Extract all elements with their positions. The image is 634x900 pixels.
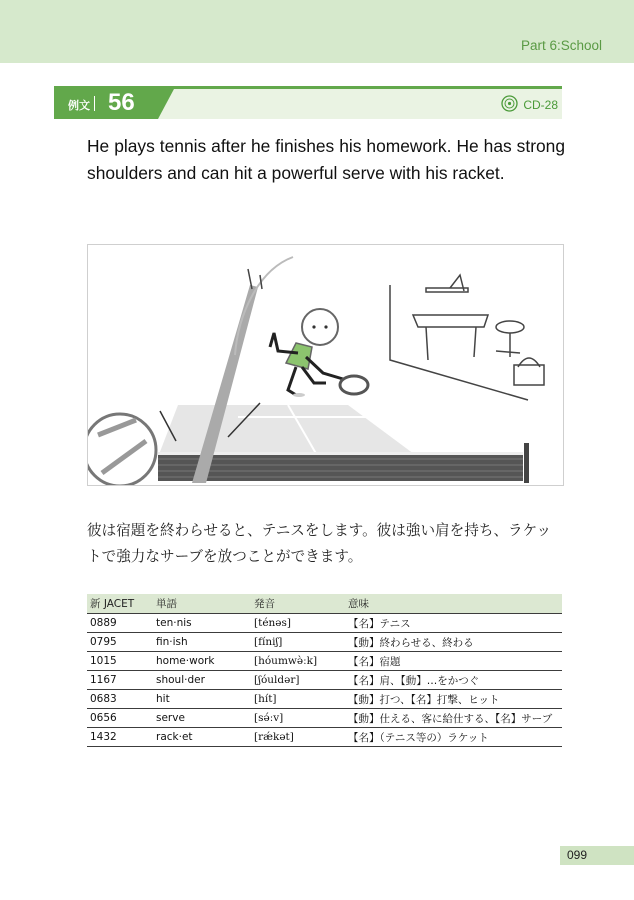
example-number: 56 <box>108 89 135 116</box>
table-row <box>87 671 562 690</box>
vocab-pron: [ʃóuldər] <box>251 671 345 690</box>
vocab-pron: [fíniʃ] <box>251 633 345 652</box>
vocab-word: home·work <box>153 652 251 671</box>
vocab-meaning: 【名】肩、【動】…をかつぐ <box>345 671 562 690</box>
vocab-header-row <box>87 594 562 614</box>
vocab-meaning: 【動】終わらせる、終わる <box>345 633 562 652</box>
table-row <box>87 690 562 709</box>
cd-icon <box>501 95 518 112</box>
table-row <box>87 614 562 633</box>
vocab-id: 0889 <box>87 614 153 633</box>
vocab-word: fin·ish <box>153 633 251 652</box>
vocab-pron: [rǽkət] <box>251 728 345 747</box>
vocab-pron: [hóumwə̀ːk] <box>251 652 345 671</box>
example-separator <box>94 96 95 111</box>
vocab-id: 0656 <box>87 709 153 728</box>
vocab-meaning: 【名】テニス <box>345 614 562 633</box>
header-word: 単語 <box>153 594 251 614</box>
table-row <box>87 728 562 747</box>
vocab-word: serve <box>153 709 251 728</box>
cd-track <box>523 94 558 113</box>
vocab-meaning: 【動】仕える、客に給仕する、【名】サーブ <box>345 709 562 728</box>
vocab-word: hit <box>153 690 251 709</box>
vocab-table <box>87 594 562 747</box>
vocab-meaning: 【名】宿題 <box>345 652 562 671</box>
cd-label: CD-28 <box>523 98 558 112</box>
header-pronunciation: 発音 <box>251 594 345 614</box>
part-title: Part 6:School <box>520 38 602 53</box>
vocab-id: 1015 <box>87 652 153 671</box>
vocab-word: ten·nis <box>153 614 251 633</box>
header-band <box>0 0 634 63</box>
vocab-pron: [ténəs] <box>251 614 345 633</box>
table-row <box>87 652 562 671</box>
vocab-id: 1167 <box>87 671 153 690</box>
vocab-id: 1432 <box>87 728 153 747</box>
vocab-word: shoul·der <box>153 671 251 690</box>
example-label <box>54 89 174 119</box>
tennis-scene <box>88 245 563 485</box>
vocab-pron: [sə́ːv] <box>251 709 345 728</box>
page-number: 099 <box>567 848 588 862</box>
vocab-id: 0795 <box>87 633 153 652</box>
tennis-illustration <box>87 244 564 486</box>
vocab-meaning: 【名】（テニス等の）ラケット <box>345 728 562 747</box>
vocab-meaning: 【動】打つ、【名】打撃、ヒット <box>345 690 562 709</box>
page-number-tab <box>560 846 634 865</box>
japanese-translation: 彼は宿題を終わらせると、テニスをします。彼は強い肩を持ち、ラケットで強力なサーブを放つことができます。 <box>87 522 552 565</box>
vocab-pron: [hít] <box>251 690 345 709</box>
table-row <box>87 709 562 728</box>
vocab-word: rack·et <box>153 728 251 747</box>
header-meaning: 意味 <box>345 594 562 614</box>
header-jacet: 新 JACET <box>87 594 153 614</box>
example-word: 例文 <box>68 99 90 112</box>
vocab-id: 0683 <box>87 690 153 709</box>
table-row <box>87 633 562 652</box>
english-sentence: He plays tennis after he finishes his homework. He has strong shoulders and can hit a powerful serve with his racket. <box>87 136 565 183</box>
